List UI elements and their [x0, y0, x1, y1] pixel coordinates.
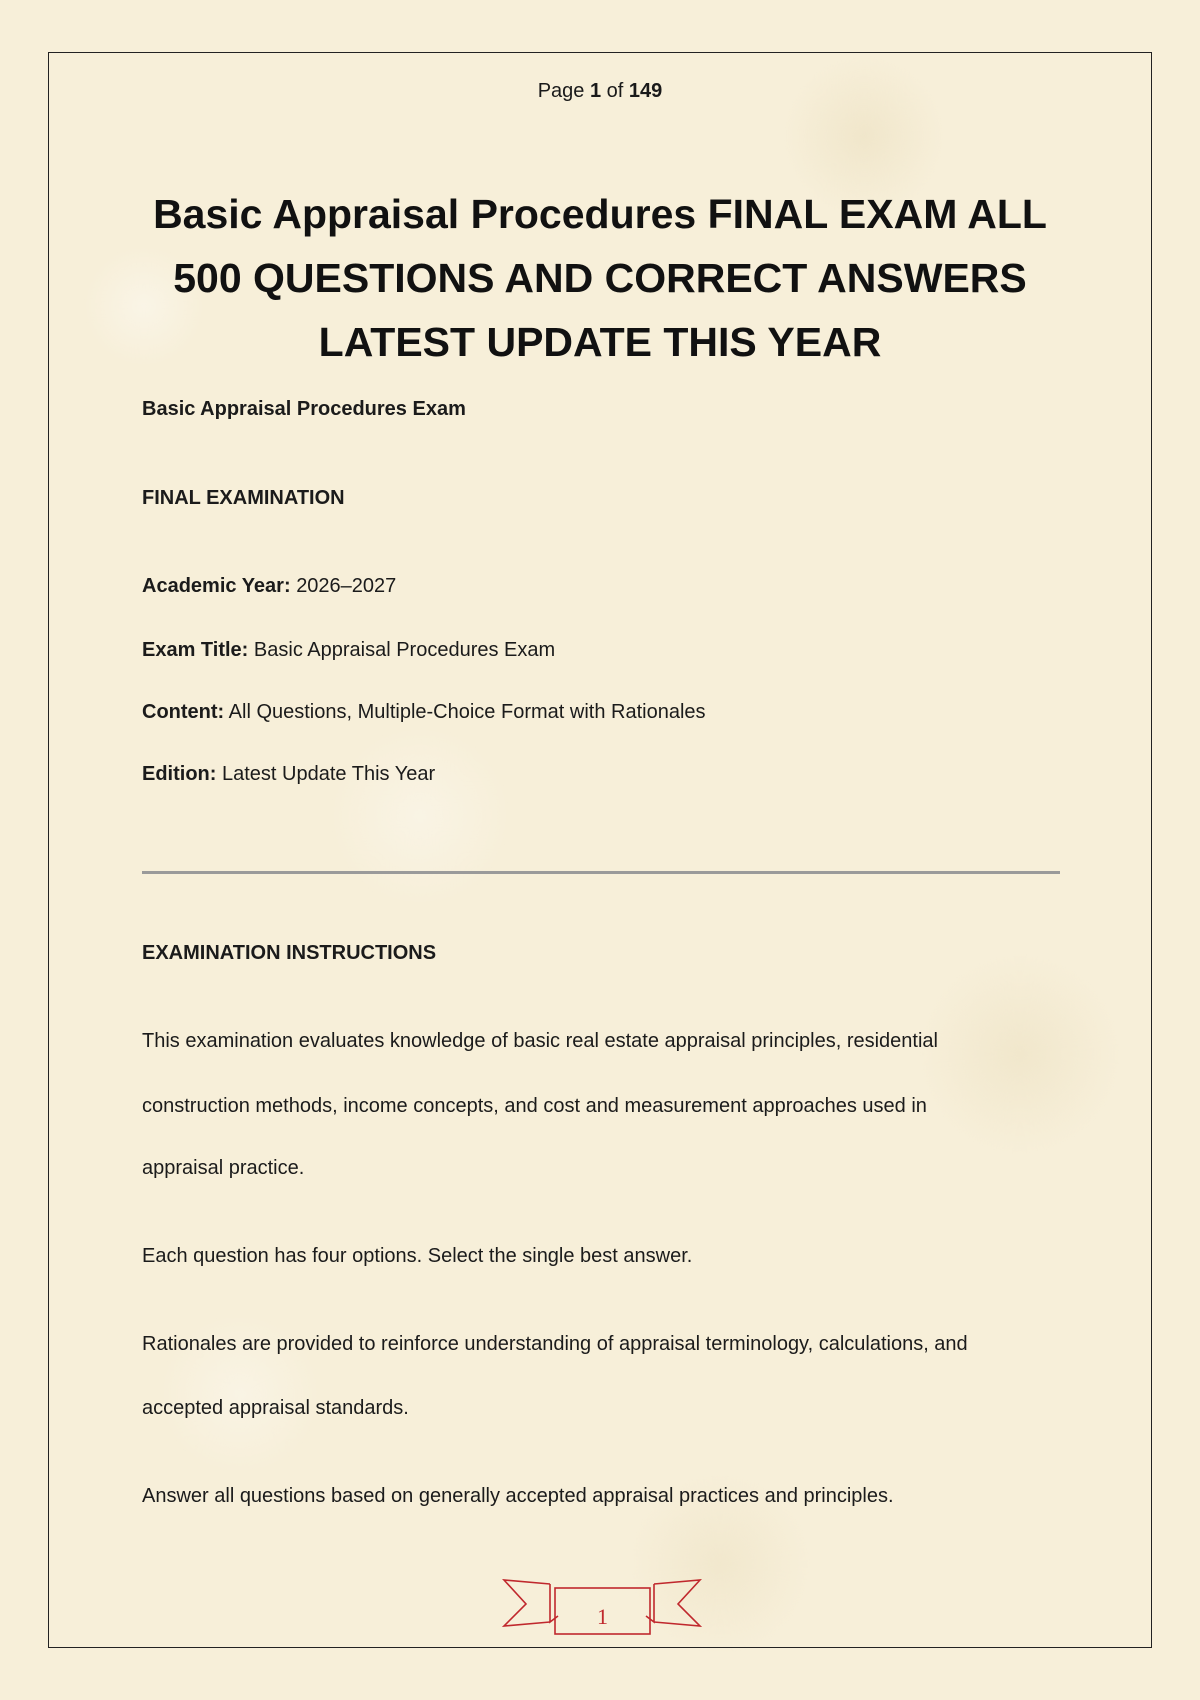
page-total: 149	[628, 80, 663, 102]
content-row	[142, 701, 706, 724]
page-label: Page	[537, 80, 585, 102]
academic-year-value: 2026–2027	[296, 575, 397, 597]
instructions-paragraph-3-line-1: Rationales are provided to reinforce understanding of appraisal terminology, calculations, and	[142, 1333, 968, 1355]
instructions-paragraph-1-line-2: construction methods, income concepts, and cost and measurement approaches used in	[142, 1095, 927, 1117]
section-divider	[142, 871, 1060, 874]
instructions-paragraph-2: Each question has four options. Select the single best answer.	[142, 1245, 693, 1267]
page-current: 1	[589, 80, 602, 102]
title-line-1: Basic Appraisal Procedures FINAL EXAM ALL	[153, 191, 1047, 237]
content-label: Content:	[142, 701, 225, 723]
exam-title-value: Basic Appraisal Procedures Exam	[253, 639, 556, 661]
academic-year-row	[142, 575, 396, 598]
instructions-paragraph-1-line-3: appraisal practice.	[142, 1157, 305, 1179]
exam-subtitle: Basic Appraisal Procedures Exam	[142, 398, 466, 420]
document-title	[130, 182, 1070, 374]
edition-value: Latest Update This Year	[222, 763, 436, 785]
title-line-2: 500 QUESTIONS AND CORRECT ANSWERS	[173, 255, 1027, 301]
instructions-paragraph-4: Answer all questions based on generally accepted appraisal practices and principles.	[142, 1485, 894, 1507]
content-value: All Questions, Multiple-Choice Format with Rationales	[228, 701, 706, 723]
exam-type-heading: FINAL EXAMINATION	[142, 487, 345, 509]
edition-row	[142, 763, 435, 786]
edition-label: Edition:	[142, 763, 217, 785]
instructions-paragraph-1-line-1: This examination evaluates knowledge of basic real estate appraisal principles, residential	[142, 1030, 938, 1052]
title-line-3: LATEST UPDATE THIS YEAR	[318, 319, 882, 365]
exam-title-label: Exam Title:	[142, 639, 249, 661]
exam-title-row	[142, 639, 555, 662]
page-of: of	[606, 80, 624, 102]
academic-year-label: Academic Year:	[142, 575, 291, 597]
footer-page-number: 1	[597, 1604, 608, 1629]
instructions-paragraph-3-line-2: accepted appraisal standards.	[142, 1397, 409, 1419]
page-counter	[0, 80, 1200, 103]
instructions-heading: EXAMINATION INSTRUCTIONS	[142, 942, 437, 964]
